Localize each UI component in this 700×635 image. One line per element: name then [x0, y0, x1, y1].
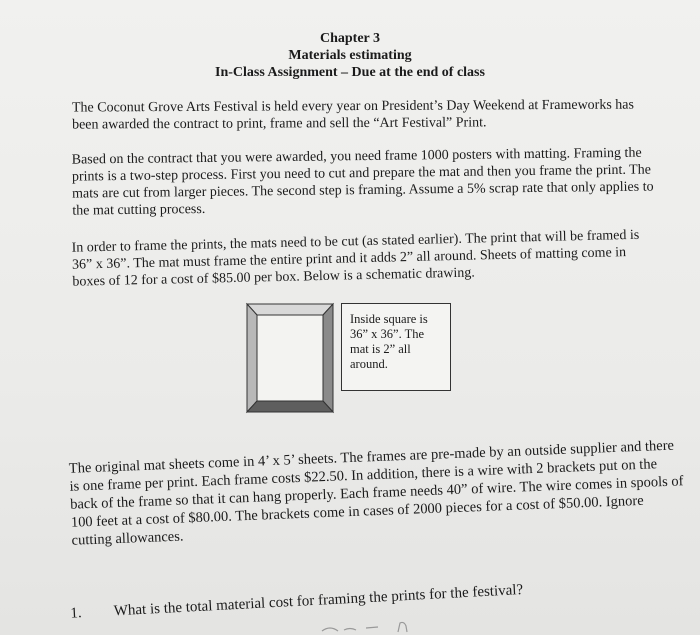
mat-frame-diagram [245, 302, 335, 414]
document-header [0, 30, 700, 81]
mat-top-edge [247, 304, 333, 315]
intro-paragraph: The Coconut Grove Arts Festival is held every year on President’s Day Weekend at Frameworks has been awarded the contract to print, frame and sell the “Art Festival” Print. [71, 97, 634, 133]
question-1 [70, 574, 670, 622]
chapter-title: Chapter 3 [319, 31, 381, 46]
materials-paragraph: The original mat sheets come in 4’ x 5’ sheets. The frames are pre-made by an outside supplier and there is one frame per print. Each frame costs $22.50. In addition, there is a wire with 2 brackets put on the back of the frame so that it can hang properly. Each frame needs 40” of wire. The wire comes in spools of 100 feet at a cost of $80.00. The brackets come in cases of 2000 pieces for a cost of $50.00. Ignore cutting allowances. [68, 437, 684, 549]
print-area [257, 315, 323, 401]
pencil-mark-scribble [300, 618, 440, 634]
topic-title: Materials estimating [288, 48, 412, 63]
contract-paragraph: Based on the contract that you were awarded, you need frame 1000 posters with matting. Framing the prints is a two-step process. First you need to cut and prepare the mat and then you frame the print. The mats are cut from larger pieces. The second step is framing. Assume a 5% scrap rate that only applies to the mat cutting process. [71, 145, 654, 219]
diagram-note-box: Inside square is 36” x 36”. The mat is 2” all around. [341, 303, 451, 391]
mat-bottom-edge [247, 401, 333, 412]
question-number: 1. [69, 605, 83, 622]
mat-paragraph: In order to frame the prints, the mats need to be cut (as stated earlier). The print that will be framed is 36” x 36”. The mat must frame the entire print and it adds 2” all around. Sheets of matting come in boxes of 12 for a cost of $85.00 per box. Below is a schematic drawing. [71, 227, 640, 290]
assignment-title: In-Class Assignment – Due at the end of class [215, 65, 485, 80]
mat-left-edge [247, 304, 257, 412]
mat-right-edge [323, 304, 333, 412]
question-text: What is the total material cost for framing the prints for the festival? [113, 581, 524, 620]
